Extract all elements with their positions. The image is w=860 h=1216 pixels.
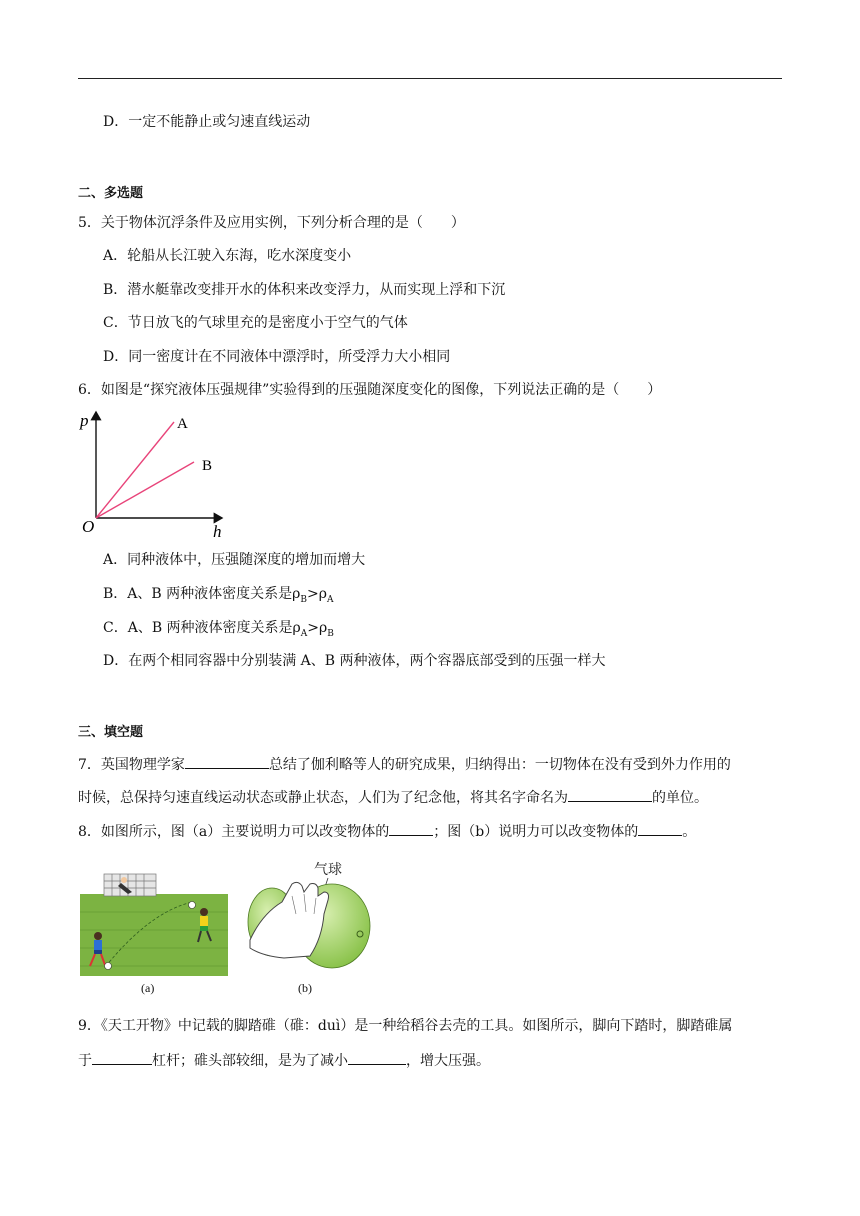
q9-text-3: 杠杆；碓头部较细，是为了减小	[152, 1053, 348, 1069]
y-axis-label: p	[80, 411, 89, 430]
q6-option-c-sub1: A	[300, 628, 308, 639]
q7-blank-1[interactable]	[185, 753, 269, 769]
q8-blank-1[interactable]	[389, 820, 433, 836]
line-b-label: B	[202, 458, 213, 474]
q5-option-d: D．同一密度计在不同液体中漂浮时，所受浮力大小相同	[103, 349, 451, 365]
pressure-depth-graph	[78, 404, 238, 544]
q7-text-2: 总结了伽利略等人的研究成果，归纳得出：一切物体在没有受到外力作用的	[268, 757, 731, 773]
section-title-multiple-choice: 二、多选题	[78, 186, 144, 201]
q8-text-3: 。	[682, 824, 697, 840]
line-a	[96, 422, 174, 518]
balloon-label: 气球	[314, 862, 342, 878]
q7-text-1: 7．英国物理学家	[78, 757, 185, 773]
q6-option-c-sub2: B	[327, 628, 334, 639]
q6-option-d: D．在两个相同容器中分别装满 A、B 两种液体，两个容器底部受到的压强一样大	[103, 653, 606, 669]
q6-option-b-gt: >ρ	[307, 586, 327, 602]
q9-blank-1[interactable]	[92, 1049, 152, 1065]
q6-stem: 6．如图是“探究液体压强规律”实验得到的压强随深度变化的图像，下列说法正确的是（ ）	[78, 382, 662, 398]
origin-label: O	[82, 517, 95, 536]
header-rule	[78, 78, 782, 79]
q7-line1	[78, 753, 731, 775]
q7-line2	[78, 786, 708, 808]
q6-option-c-gt: >ρ	[307, 620, 328, 636]
section-title-fill-in: 三、填空题	[78, 725, 144, 740]
q5-stem: 5．关于物体沉浮条件及应用实例，下列分析合理的是（ ）	[78, 215, 465, 231]
line-b	[96, 462, 194, 518]
q8-stem	[78, 820, 696, 842]
line-a-label: A	[177, 416, 188, 432]
q6-option-a: A．同种液体中，压强随深度的增加而增大	[103, 552, 366, 568]
x-axis-label: h	[213, 522, 222, 541]
balloon-hand-illustration	[244, 852, 374, 970]
figure-b-label: (b)	[298, 981, 312, 995]
q8-blank-2[interactable]	[638, 820, 682, 836]
q9-text-2: 于	[78, 1053, 92, 1069]
soccer-field-illustration	[80, 872, 228, 976]
q8-text-2: ；图（b）说明力可以改变物体的	[433, 824, 639, 840]
q8-text-1: 8．如图所示，图（a）主要说明力可以改变物体的	[78, 824, 390, 840]
q6-option-b-text: B．A、B 两种液体密度关系是ρ	[103, 586, 301, 602]
q5-option-b: B．潜水艇靠改变排开水的体积来改变浮力，从而实现上浮和下沉	[103, 282, 506, 298]
q9-line2	[78, 1049, 490, 1071]
q7-text-4: 的单位。	[652, 790, 708, 806]
q6-option-b	[103, 584, 333, 610]
q6-option-c	[103, 618, 334, 644]
q5-option-a: A．轮船从长江驶入东海，吃水深度变小	[103, 248, 352, 264]
q5-option-c: C．节日放飞的气球里充的是密度小于空气的气体	[103, 315, 408, 331]
q6-option-b-sub2: A	[326, 594, 334, 605]
q9-line1: 9．《天工开物》中记载的脚踏碓（碓：duì）是一种给稻谷去壳的工具。如图所示，脚向下踏时，脚踏碓属	[78, 1018, 733, 1034]
q6-option-c-text: C．A、B 两种液体密度关系是ρ	[103, 620, 301, 636]
figure-a-label: (a)	[141, 981, 155, 995]
q6-option-b-sub1: B	[300, 594, 307, 605]
q9-blank-2[interactable]	[348, 1049, 406, 1065]
q9-text-4: ，增大压强。	[406, 1053, 490, 1069]
q7-blank-2[interactable]	[568, 786, 652, 802]
q7-text-3: 时候，总保持匀速直线运动状态或静止状态，人们为了纪念他，将其名字命名为	[78, 790, 568, 806]
q4-option-d: D．一定不能静止或匀速直线运动	[103, 114, 311, 130]
